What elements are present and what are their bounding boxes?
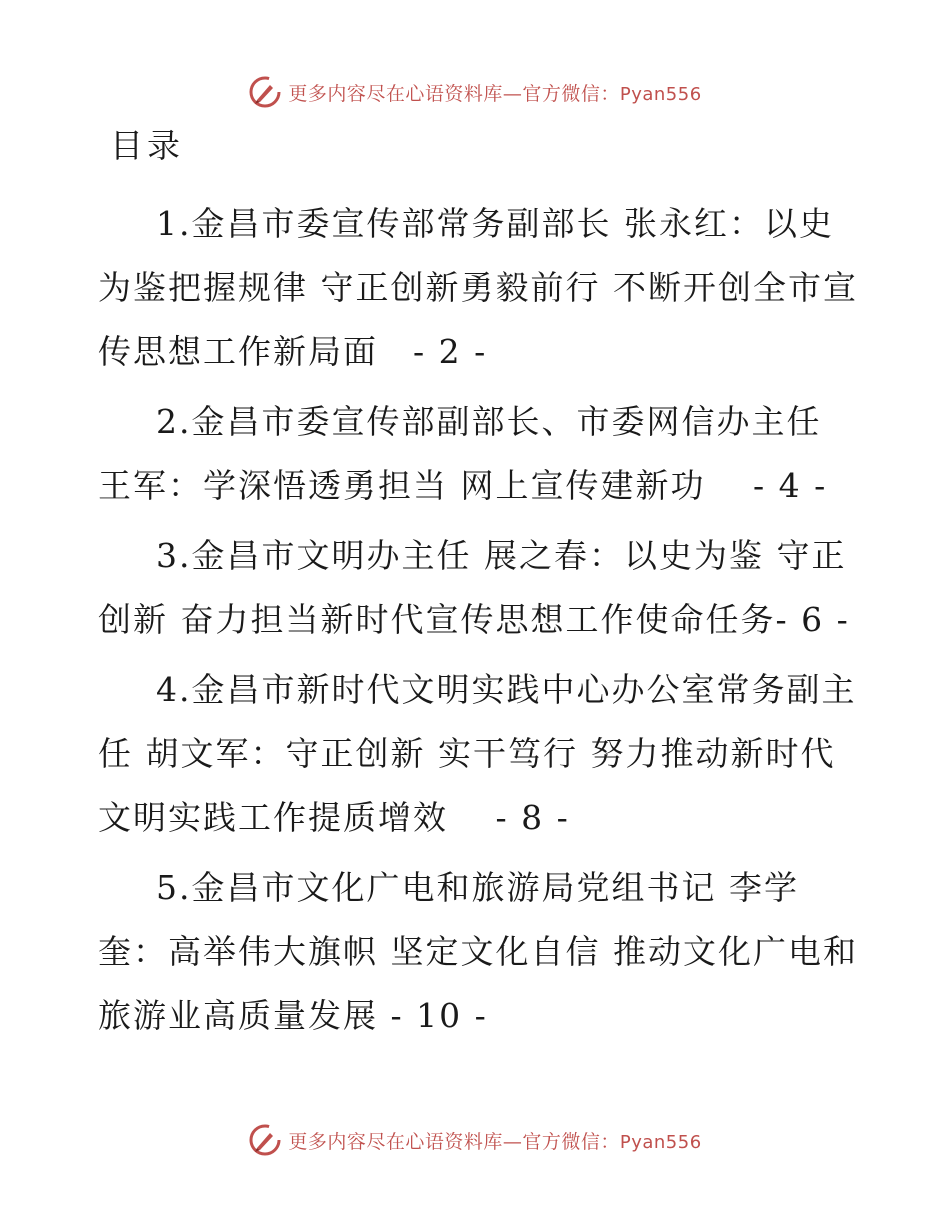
toc-item-page: - 10 - [378,996,488,1035]
toc-item-page: - 4 - [705,466,828,505]
toc-item[interactable] [98,192,858,384]
toc-item[interactable] [98,390,858,518]
toc-item-text: 5.金昌市文化广电和旅游局党组书记 李学奎：高举伟大旗帜 坚定文化自信 推动文化广电和旅游业高质量发展 [98,868,858,1035]
toc-item[interactable] [98,658,858,850]
toc-item-text: 2.金昌市委宣传部副部长、市委网信办主任 王军：学深悟透勇担当 网上宣传建新功 [98,402,822,505]
toc-item-page: - 6 - [775,600,850,639]
watermark-text [288,1127,701,1154]
header-watermark [0,72,950,112]
watermark-cn: 更多内容尽在心语资料库—官方微信： [288,82,620,105]
watermark-cn: 更多内容尽在心语资料库—官方微信： [288,1130,620,1153]
quill-logo-icon [248,75,282,109]
toc-item-text: 1.金昌市委宣传部常务副部长 张永红：以史为鉴把握规律 守正创新勇毅前行 不断开创全市宣传思想工作新局面 [98,204,858,371]
watermark-en: Pyan556 [619,83,702,105]
toc-item-page: - 8 - [448,798,570,837]
footer-watermark [0,1120,950,1160]
toc-item[interactable] [98,856,858,1048]
quill-logo-icon [248,1123,282,1157]
watermark-en: Pyan556 [619,1131,702,1153]
toc-item[interactable] [98,524,858,652]
toc-item-text: 3.金昌市文明办主任 展之春：以史为鉴 守正创新 奋力担当新时代宣传思想工作使命任务 [98,536,847,639]
toc-item-page: - 2 - [378,332,488,371]
watermark-text [288,79,701,106]
toc-item-text: 4.金昌市新时代文明实践中心办公室常务副主任 胡文军：守正创新 实干笃行 努力推动新时代文明实践工作提质增效 [98,670,857,837]
toc-title: 目录 [110,126,184,165]
toc-list [98,192,858,1054]
